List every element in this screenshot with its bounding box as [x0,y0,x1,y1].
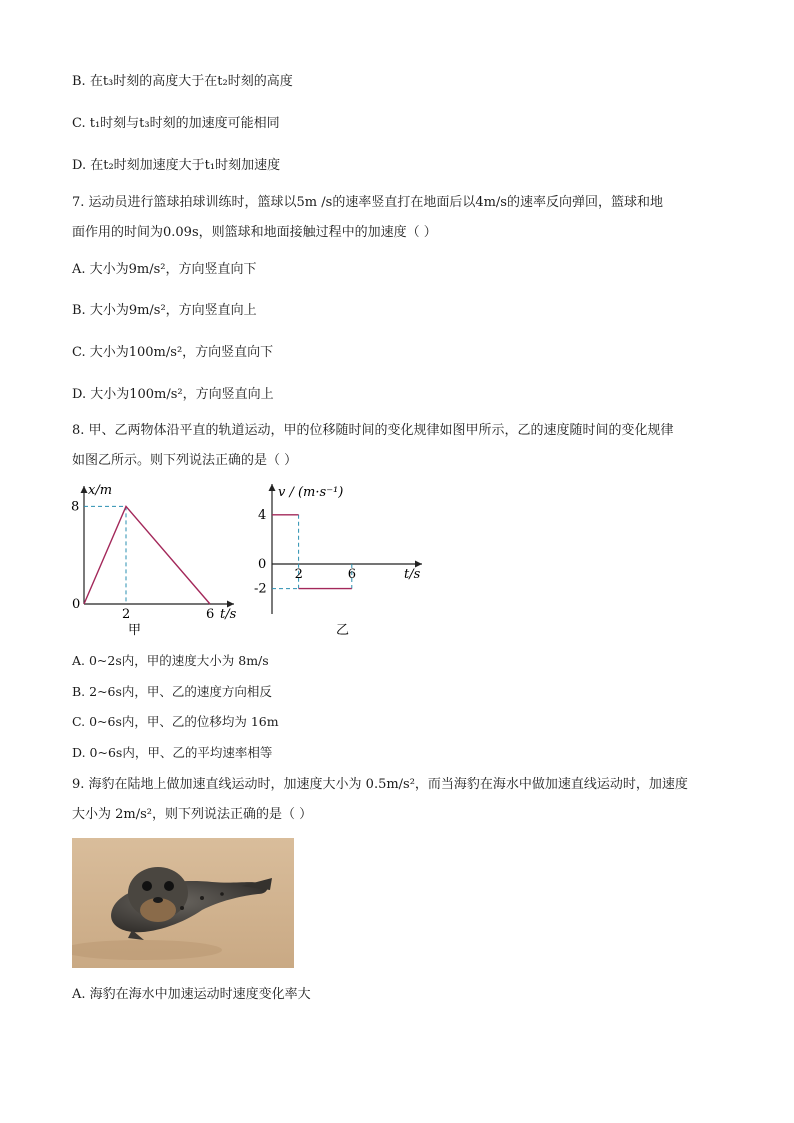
q7-option-d: D. 大小为100m/s²，方向竖直向上 [72,387,274,402]
yi-xtick-2: 2 [294,567,303,582]
chart-yi [252,478,432,640]
jia-ytick-8: 8 [71,499,80,515]
jia-xtick-6: 6 [206,607,215,622]
q7-stem-line1: 7. 运动员进行篮球拍球训练时，篮球以5m /s的速率竖直打在地面后以4m/s的速率反向弹回，篮球和地 [72,195,663,210]
jia-xlabel: t/s [220,607,237,622]
q8-option-a: A. 0~2s内，甲的速度大小为 8m/s [72,653,269,668]
yi-xtick-0: 0 [258,557,267,572]
q8-option-c: C. 0~6s内，甲、乙的位移均为 16m [72,714,279,729]
seal-illustration [72,838,294,968]
yi-ylabel: v / (m·s⁻¹) [278,485,344,500]
q9-stem-line2: 大小为 2m/s²，则下列说法正确的是（ ） [72,807,313,822]
chart-jia [66,478,246,640]
q7-option-c: C. 大小为100m/s²，方向竖直向下 [72,345,274,360]
q6-option-d: D. 在t₂时刻加速度大于t₁时刻加速度 [72,158,281,173]
q8-stem-line1: 8. 甲、乙两物体沿平直的轨道运动，甲的位移随时间的变化规律如图甲所示，乙的速度随时间的变化规律 [72,423,674,438]
q8-stem-line2: 如图乙所示。则下列说法正确的是（ ） [72,453,298,468]
q8-option-d: D. 0~6s内，甲、乙的平均速率相等 [72,745,273,760]
q9-option-a: A. 海豹在海水中加速运动时速度变化率大 [72,987,311,1002]
q8-option-b: B. 2~6s内，甲、乙的速度方向相反 [72,684,272,699]
jia-xtick-2: 2 [122,607,131,622]
yi-xlabel: t/s [404,567,421,582]
jia-caption: 甲 [128,623,142,638]
yi-ytick-4: 4 [258,507,267,523]
q6-option-c: C. t₁时刻与t₃时刻的加速度可能相同 [72,116,280,131]
jia-series-line [84,506,210,604]
q7-stem-line2: 面作用的时间为0.09s，则篮球和地面接触过程中的加速度（ ） [72,225,437,240]
q7-option-b: B. 大小为9m/s²，方向竖直向上 [72,303,257,318]
yi-xtick-6: 6 [347,567,357,582]
seal-photo [72,838,294,968]
yi-ytick-neg2: -2 [254,581,267,597]
q6-option-b: B. 在t₃时刻的高度大于在t₂时刻的高度 [72,74,293,89]
yi-caption: 乙 [336,623,350,638]
q7-option-a: A. 大小为9m/s²，方向竖直向下 [72,262,257,277]
jia-ylabel: x/m [88,483,113,498]
jia-xtick-0: 0 [72,597,81,612]
q9-stem-line1: 9. 海豹在陆地上做加速直线运动时，加速度大小为 0.5m/s²，而当海豹在海水中做加速直线运动时，加速度 [72,777,688,792]
